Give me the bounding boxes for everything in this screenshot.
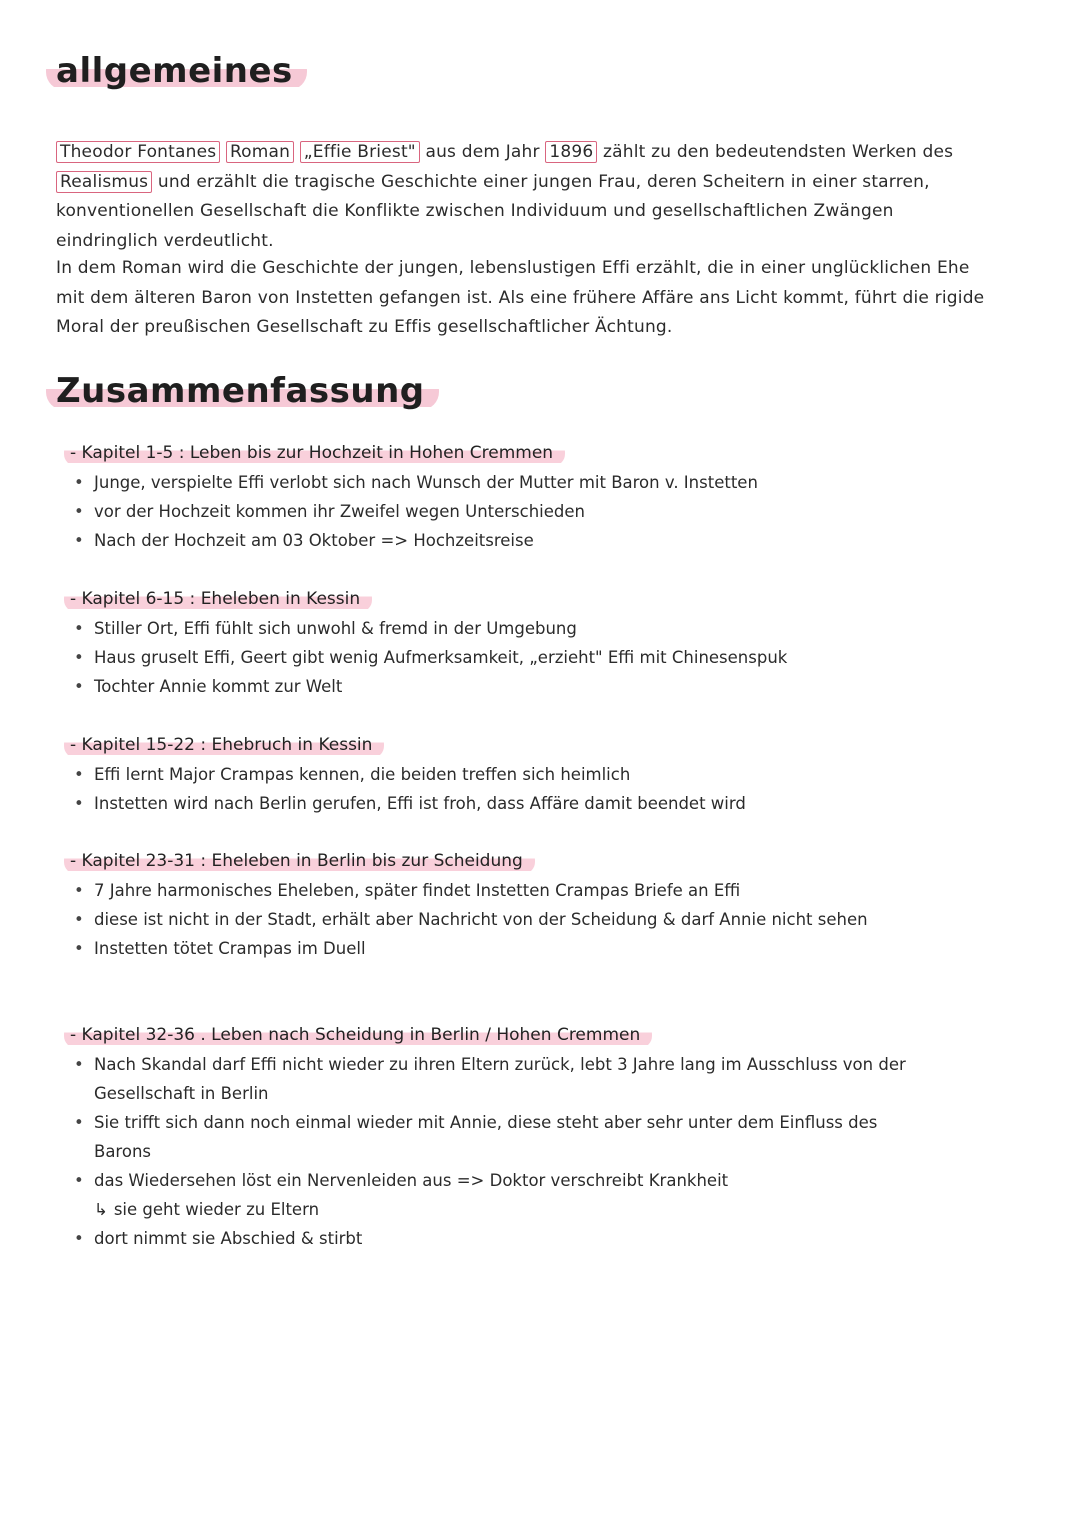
heading-zusammenfassung: Zusammenfassung <box>46 372 439 410</box>
subitem-text: sie geht wieder zu Eltern <box>113 1200 320 1219</box>
boxed-title: „Effie Briest" <box>300 141 420 163</box>
chapter-list <box>64 1050 924 1253</box>
list-item: • Instetten wird nach Berlin gerufen, Effi ist froh, dass Affäre damit beendet wird <box>64 789 924 818</box>
list-item: • 7 Jahre harmonisches Eheleben, später findet Instetten Crampas Briefe an Effi <box>64 876 924 905</box>
list-item: • Stiller Ort, Effi fühlt sich unwohl & fremd in der Umgebung <box>64 614 924 643</box>
chapter-32-36 <box>64 1022 924 1253</box>
chapter-1-5 <box>64 440 924 555</box>
intro-text-3: und erzählt die tragische Geschichte einer jungen Frau, deren Scheitern in einer starren, konventionellen Gesellschaft die Konflikte zwischen Individuum und gesellschaftlichen Zwängen eindringlich verdeutlicht. <box>56 171 930 251</box>
return-arrow-icon: ↳ <box>94 1200 108 1219</box>
heading-allgemeines: allgemeines <box>46 52 307 90</box>
list-subitem <box>64 1195 924 1224</box>
chapter-23-31 <box>64 848 924 963</box>
boxed-year: 1896 <box>545 141 597 163</box>
chapter-6-15 <box>64 586 924 701</box>
intro-text-2: zählt zu den bedeutendsten Werken des <box>597 142 954 162</box>
intro-text-1: aus dem Jahr <box>419 142 546 162</box>
chapter-title: - Kapitel 6-15 : Eheleben in Kessin <box>64 586 372 612</box>
chapter-title: - Kapitel 15-22 : Ehebruch in Kessin <box>64 732 384 758</box>
boxed-genre: Roman <box>226 141 294 163</box>
chapter-list <box>64 876 924 963</box>
list-item: • das Wiedersehen löst ein Nervenleiden aus => Doktor verschreibt Krankheit <box>64 1166 924 1195</box>
boxed-author: Theodor Fontanes <box>56 141 220 163</box>
list-item: • Instetten tötet Crampas im Duell <box>64 934 924 963</box>
intro-paragraph-2: In dem Roman wird die Geschichte der jungen, lebenslustigen Effi erzählt, die in einer unglücklichen Ehe mit dem älteren Baron von Instetten gefangen ist. Als eine frühere Affäre ans Licht kommt, führt die rigide Moral der preußischen Gesellschaft zu Effis gesellschaftlicher Ächtung. <box>56 258 985 337</box>
chapter-title: - Kapitel 23-31 : Eheleben in Berlin bis zur Scheidung <box>64 848 535 874</box>
list-item: • Haus gruselt Effi, Geert gibt wenig Aufmerksamkeit, „erzieht" Effi mit Chinesenspuk <box>64 643 924 672</box>
boxed-epoch: Realismus <box>56 171 152 193</box>
chapter-title: - Kapitel 32-36 . Leben nach Scheidung in Berlin / Hohen Cremmen <box>64 1022 652 1048</box>
chapter-list <box>64 760 924 818</box>
chapter-15-22 <box>64 732 924 818</box>
list-item: • Effi lernt Major Crampas kennen, die beiden treffen sich heimlich <box>64 760 924 789</box>
list-item: • vor der Hochzeit kommen ihr Zweifel wegen Unterschieden <box>64 497 924 526</box>
list-item: • Nach Skandal darf Effi nicht wieder zu ihren Eltern zurück, lebt 3 Jahre lang im Ausschluss von der Gesellschaft in Berlin <box>64 1050 924 1108</box>
list-item: • Junge, verspielte Effi verlobt sich nach Wunsch der Mutter mit Baron v. Instetten <box>64 468 924 497</box>
list-item: • Nach der Hochzeit am 03 Oktober => Hochzeitsreise <box>64 526 924 555</box>
chapter-title: - Kapitel 1-5 : Leben bis zur Hochzeit in Hohen Cremmen <box>64 440 565 466</box>
intro-paragraph-1 <box>56 138 996 256</box>
list-item: • Tochter Annie kommt zur Welt <box>64 672 924 701</box>
list-item: • diese ist nicht in der Stadt, erhält aber Nachricht von der Scheidung & darf Annie nicht sehen <box>64 905 924 934</box>
list-item: • Sie trifft sich dann noch einmal wieder mit Annie, diese steht aber sehr unter dem Einfluss des Barons <box>64 1108 924 1166</box>
chapter-list <box>64 468 924 555</box>
list-item: • dort nimmt sie Abschied & stirbt <box>64 1224 924 1253</box>
chapter-list <box>64 614 924 701</box>
